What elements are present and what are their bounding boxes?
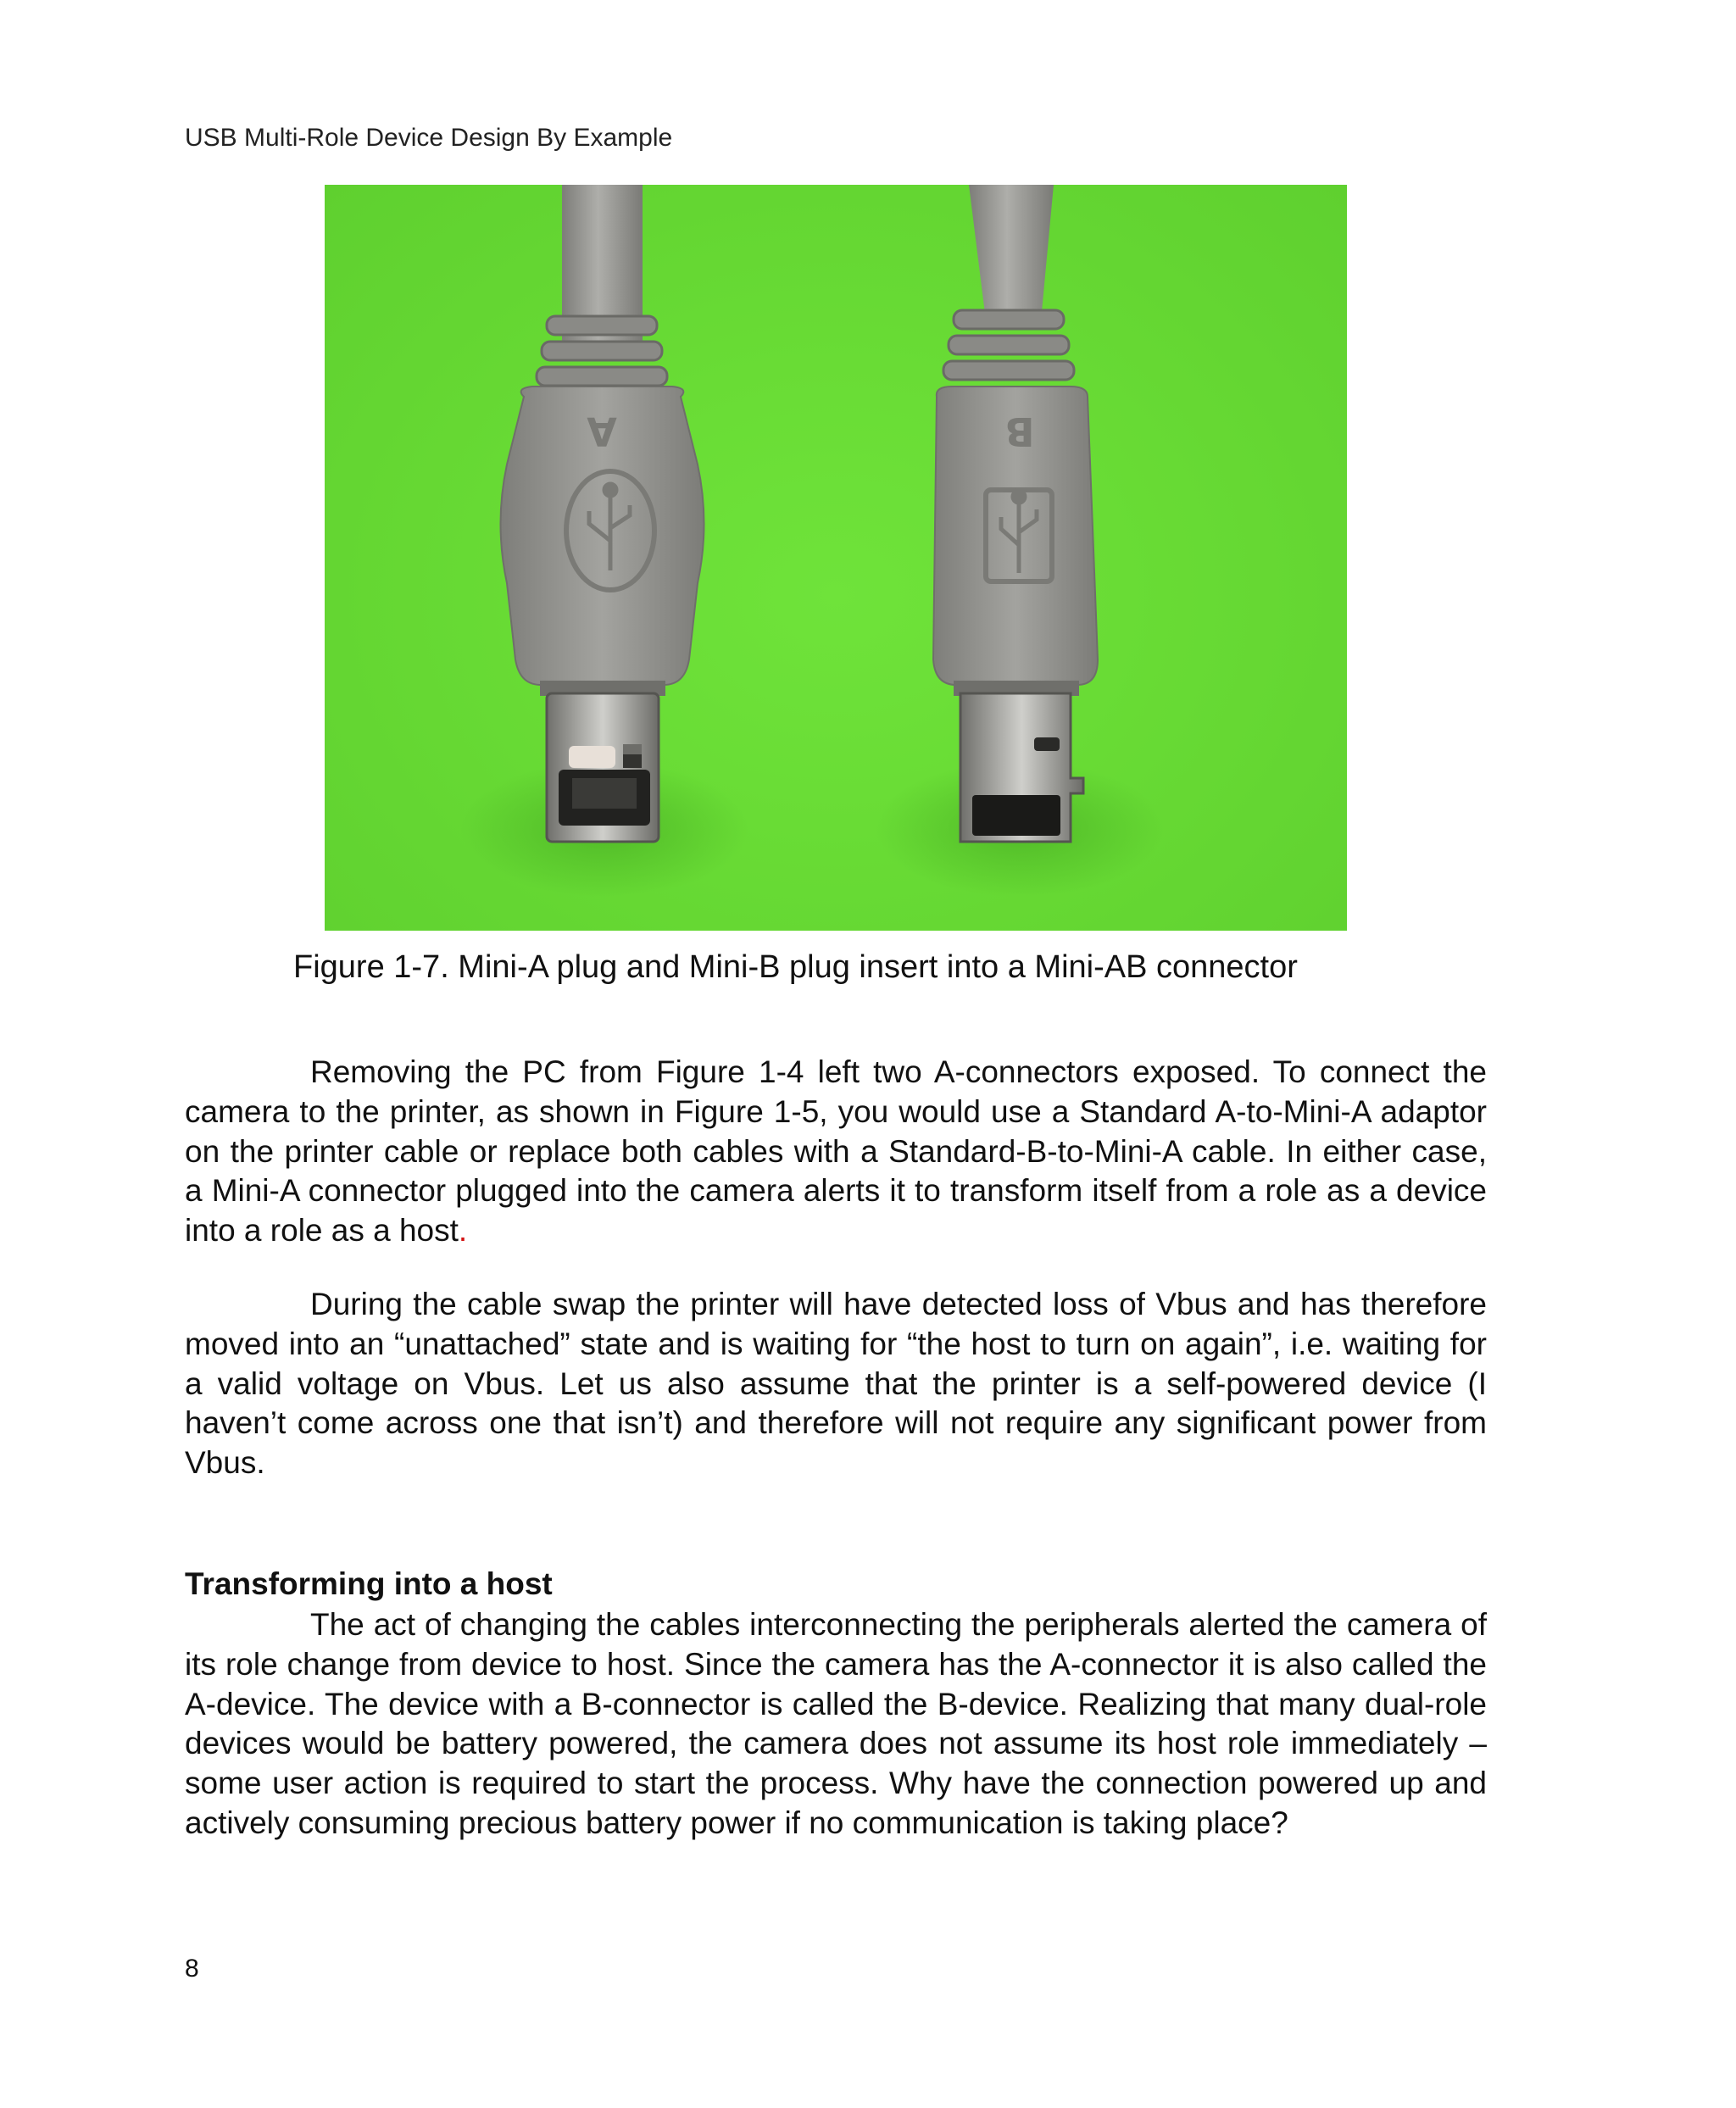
plug-letter-b: B [1004,409,1035,454]
mini-a-plug [501,185,704,842]
paragraph-1: Removing the PC from Figure 1-4 left two A-connectors exposed. To connect the camera to the printer, as shown in Figure 1-5, you would use a Standard A-to-Mini-A adaptor on the printer cable or replace both cables with a Standard-B-to-Mini-A cable. In either case, a Mini-A connector plugged into the camera alerts it to transform itself from a role as a device into a role as a host. [185,1054,1487,1249]
usb-plugs-illustration [325,185,1347,931]
figure-photo [325,185,1347,931]
section-heading: Transforming into a host [185,1566,553,1601]
page-number: 8 [185,1955,199,1983]
figure-caption: Figure 1-7. Mini-A plug and Mini-B plug insert into a Mini-AB connector [293,949,1298,985]
paragraph-2: During the cable swap the printer will have detected loss of Vbus and has therefore moved into an “unattached” state and is waiting for “the host to turn on again”, i.e. waiting for a valid voltage on Vbus. Let us also assume that the printer is a self-powered device (I haven’t come across one that isn’t) and therefore will not require any significant power from Vbus. [185,1287,1487,1481]
plug-letter-a: A [587,409,617,454]
running-header: USB Multi-Role Device Design By Example [185,124,673,152]
paragraph-3: The act of changing the cables interconnecting the peripherals alerted the camera of its role change from device to host. Since the camera has the A-connector it is also called the A-device. The device with a B-connector is called the B-device. Realizing that many dual-role devices would be battery powered, the camera does not assume its host role immediately – some user action is required to start the process. Why have the connection powered up and actively consuming precious battery power if no communication is taking place? [185,1607,1487,1840]
mini-b-plug [933,185,1098,842]
